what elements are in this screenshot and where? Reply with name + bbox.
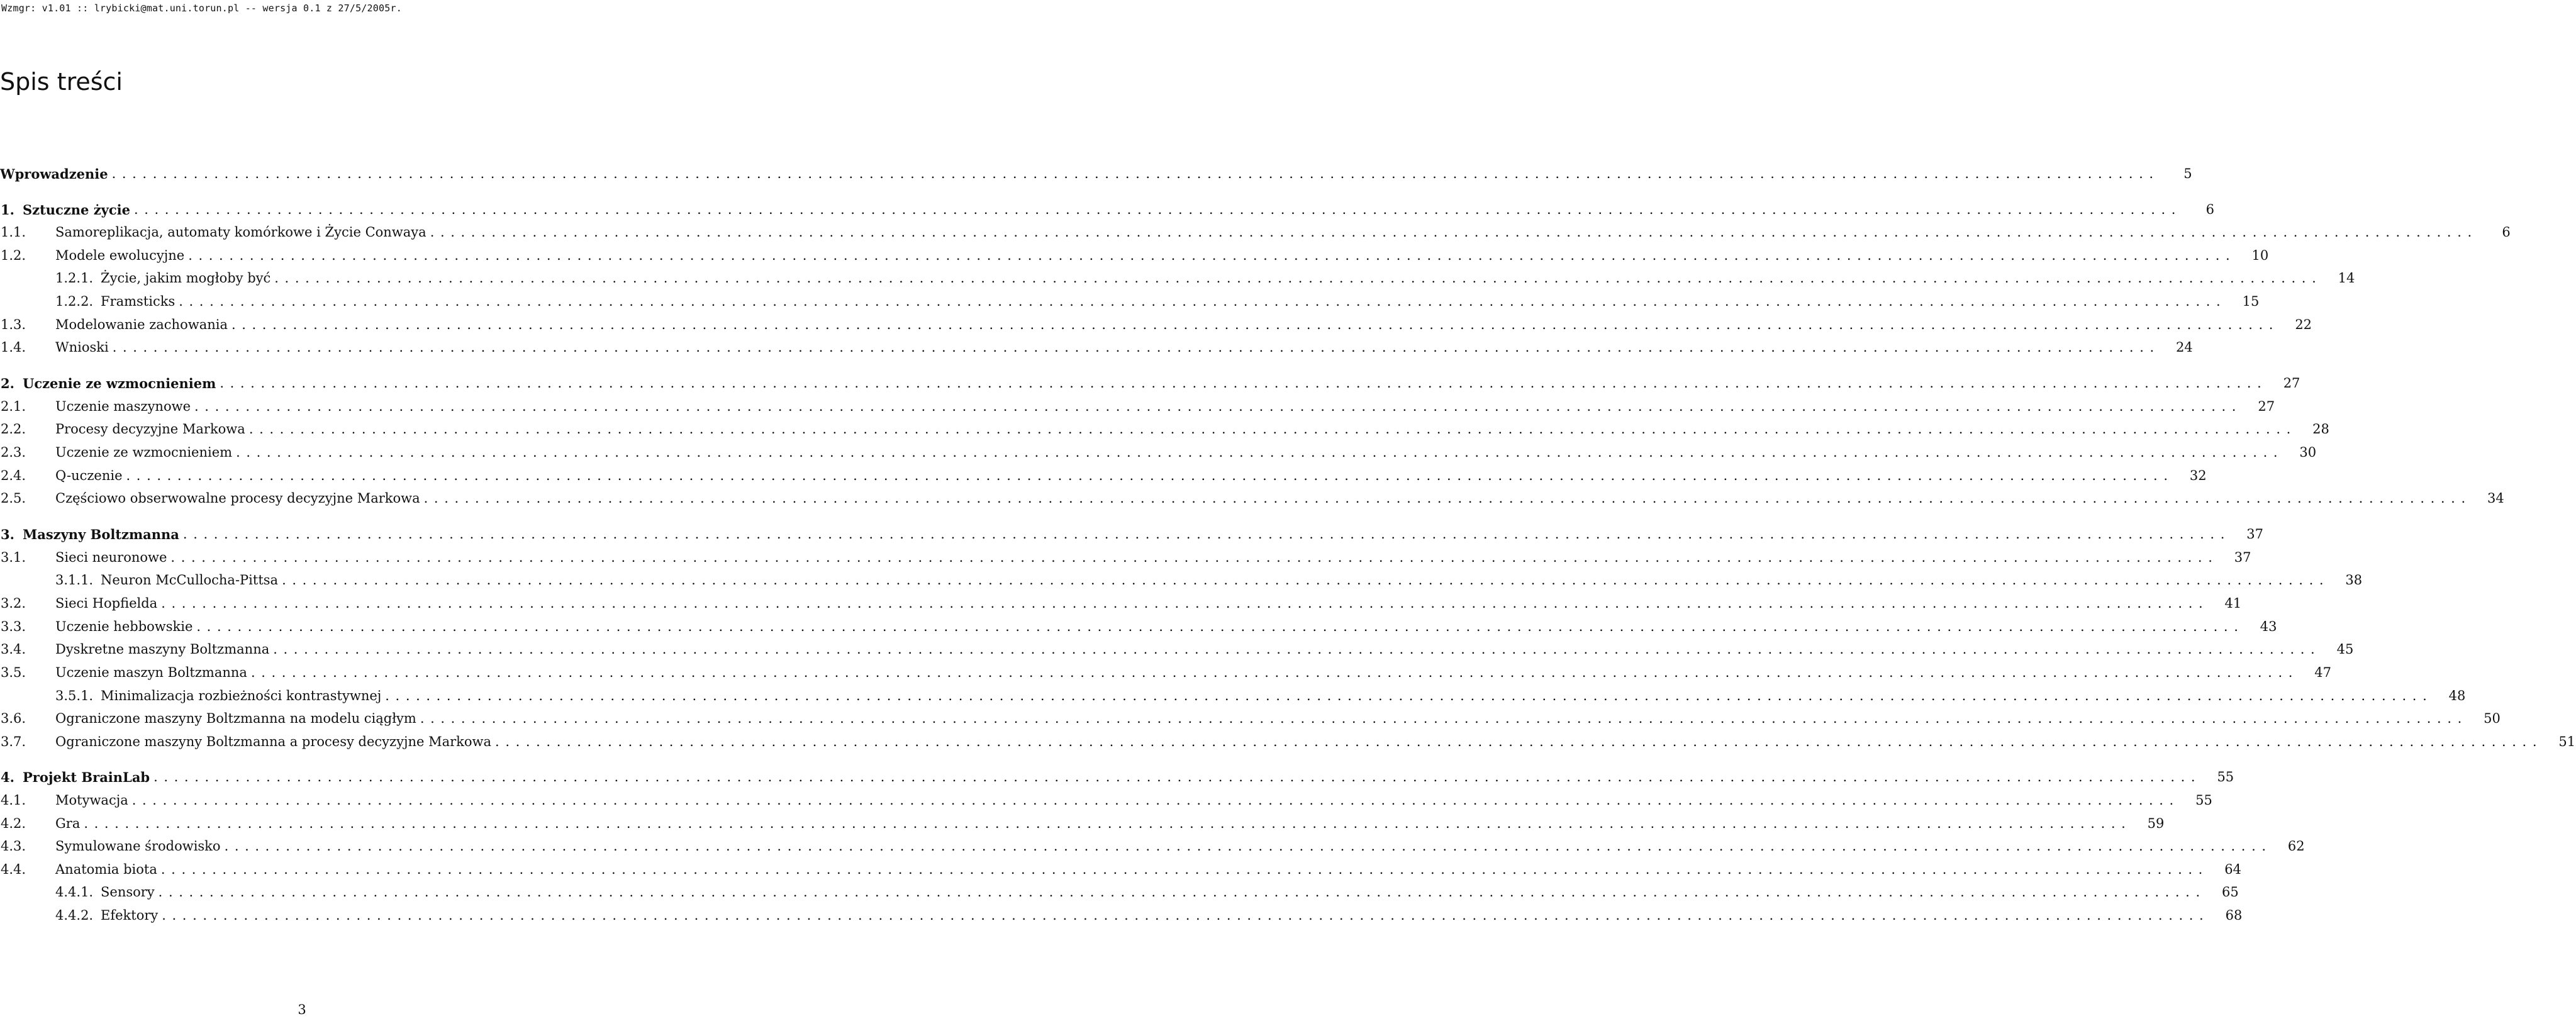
toc-entry-page: 34 [2487,491,2504,506]
toc-entry-title: Sensory [101,884,155,900]
toc-entry-number: 3.6. [1,711,26,726]
toc-dot-leader: ........................................................................................................................................................................................................ [196,619,2244,634]
toc-entry[interactable] [0,834,2305,859]
toc-entry[interactable] [0,440,2317,465]
toc-entry-page: 37 [2246,527,2263,542]
toc-entry-number: 3.3. [1,619,26,634]
toc-entry[interactable] [0,788,2212,813]
toc-entry-page: 59 [2147,816,2165,831]
toc-entry-title: Sieci neuronowe [55,550,167,565]
toc-entry-number: 1.4. [1,340,26,355]
toc-entry-number: 3.2. [1,596,26,611]
toc-entry-title: Życie, jakim mogłoby być [101,270,271,286]
toc-entry-page: 64 [2224,862,2241,877]
toc-entry[interactable] [0,729,2576,754]
toc-entry-number: 3.1.1. [55,572,94,588]
toc-entry[interactable] [0,857,2241,882]
toc-entry-number: 3. [1,526,14,542]
toc-entry-title: Sztuczne życie [23,201,130,218]
toc-entry-number: 2.5. [1,491,26,506]
toc-entry-title: Minimalizacja rozbieżności kontrastywnej [101,688,382,703]
toc-entry-page: 30 [2299,445,2317,460]
toc-entry-page: 47 [2314,665,2331,680]
toc-dot-leader: ........................................................................................................................................................................................................ [273,642,2321,657]
toc-entry-page: 51 [2558,734,2576,749]
toc-entry-number: 1.2. [1,248,26,263]
toc-dot-leader: ........................................................................................................................................................................................................ [188,248,2236,263]
toc-entry-page: 6 [2205,202,2215,217]
toc-dot-leader: ........................................................................................................................................................................................................ [194,399,2243,414]
toc-entry-title: Symulowane środowisko [55,839,221,854]
toc-entry-number: 1. [1,201,14,218]
toc-entry-page: 38 [2345,572,2363,588]
toc-dot-leader: ........................................................................................................................................................................................................ [162,908,2210,923]
toc-entry[interactable] [0,614,2277,639]
toc-entry-number: 3.5. [1,665,26,680]
toc-dot-leader: ........................................................................................................................................................................................................ [153,769,2202,784]
toc-entry-page: 10 [2251,248,2269,263]
toc-entry-title: Procesy decyzyjne Markowa [55,421,245,437]
toc-entry-title: Ograniczone maszyny Boltzmanna a procesy decyzyjne Markowa [55,734,492,749]
toc-dot-leader: ........................................................................................................................................................................................................ [182,527,2231,542]
toc-entry[interactable] [0,903,2243,928]
toc-entry[interactable] [0,289,2260,314]
toc-entry-page: 68 [2225,908,2243,923]
toc-entry[interactable] [0,197,2215,222]
toc-entry-number: 2.3. [1,445,26,460]
toc-entry-number: 2. [1,375,14,391]
toc-entry-number: 4. [1,769,14,785]
toc-dot-leader: ........................................................................................................................................................................................................ [274,270,2322,286]
toc-entry-title: Uczenie maszynowe [55,399,191,414]
document-header: Wzmgr: v1.01 :: lrybicki@mat.uni.torun.pl -- wersja 0.1 z 27/5/2005r. [1,3,402,14]
toc-dot-leader: ........................................................................................................................................................................................................ [111,166,2160,181]
toc-entry-number: 4.4. [1,862,26,877]
toc-entry[interactable] [0,220,2511,245]
toc-entry[interactable] [0,567,2363,593]
toc-entry-number: 3.4. [1,642,26,657]
toc-entry-title: Maszyny Boltzmanna [23,526,179,542]
toc-entry-title: Uczenie hebbowskie [55,619,193,634]
toc-entry-page: 6 [2502,225,2511,240]
toc-dot-leader: ........................................................................................................................................................................................................ [250,665,2299,680]
toc-dot-leader: ........................................................................................................................................................................................................ [224,839,2272,854]
toc-entry-title: Samoreplikacja, automaty komórkowe i Życie Conwaya [55,225,427,240]
toc-entry-page: 55 [2217,769,2234,784]
toc-entry-page: 62 [2287,839,2305,854]
toc-entry[interactable] [0,394,2275,419]
toc-dot-leader: ........................................................................................................................................................................................................ [133,202,2182,217]
toc-entry[interactable] [0,416,2329,442]
page-number: 3 [298,1002,306,1017]
toc-entry-number: 3.1. [1,550,26,565]
toc-entry-title: Modele ewolucyjne [55,248,185,263]
toc-entry-title: Dyskretne maszyny Boltzmanna [55,642,270,657]
toc-entry[interactable] [0,312,2312,337]
toc-entry[interactable] [0,637,2354,662]
toc-entry[interactable] [0,463,2207,488]
toc-entry-page: 37 [2234,550,2251,565]
toc-dot-leader: ........................................................................................................................................................................................................ [161,596,2209,611]
page-title: Spis treści [0,68,123,96]
toc-entry-number: 4.4.1. [55,884,94,900]
toc-dot-leader: ........................................................................................................................................................................................................ [112,340,2160,355]
toc-entry-title: Ograniczone maszyny Boltzmanna na modelu ciągłym [55,711,416,726]
toc-dot-leader: ........................................................................................................................................................................................................ [430,225,2478,240]
toc-dot-leader: ........................................................................................................................................................................................................ [495,734,2543,749]
toc-entry[interactable] [0,660,2331,685]
toc-entry-number: 4.1. [1,793,26,808]
toc-entry-page: 27 [2283,376,2300,391]
toc-dot-leader: ........................................................................................................................................................................................................ [84,816,2132,831]
toc-entry-number: 2.4. [1,468,26,483]
toc-entry-page: 5 [2183,166,2192,181]
toc-entry-number: 1.3. [1,317,26,332]
toc-dot-leader: ........................................................................................................................................................................................................ [160,862,2209,877]
toc-dot-leader: ........................................................................................................................................................................................................ [420,711,2468,726]
toc-dot-leader: ........................................................................................................................................................................................................ [248,421,2297,437]
toc-entry-title: Anatomia biota [55,862,157,877]
toc-dot-leader: ........................................................................................................................................................................................................ [423,491,2472,506]
toc-entry-title: Uczenie maszyn Boltzmanna [55,665,247,680]
toc-entry-title: Wnioski [55,340,109,355]
toc-dot-leader: ........................................................................................................................................................................................................ [179,294,2227,309]
toc-entry-number: 3.5.1. [55,688,94,703]
toc-dot-leader: ........................................................................................................................................................................................................ [220,376,2268,391]
toc-dot-leader: ........................................................................................................................................................................................................ [236,445,2284,460]
toc-entry-title: Neuron McCullocha-Pittsa [101,572,279,588]
toc-entry-page: 50 [2484,711,2501,726]
toc-entry-title: Projekt BrainLab [23,769,150,785]
toc-entry-page: 28 [2312,421,2329,437]
toc-entry[interactable] [0,764,2234,789]
toc-entry[interactable] [0,243,2269,268]
toc-entry[interactable] [0,371,2300,396]
toc-entry-number: 1.2.1. [55,270,94,286]
toc-entry-page: 65 [2222,884,2239,900]
toc-entry-title: Gra [55,816,81,831]
toc-dot-leader: ........................................................................................................................................................................................................ [231,317,2280,332]
toc-entry[interactable] [0,879,2239,905]
toc-entry-page: 45 [2336,642,2354,657]
toc-entry-title: Sieci Hopfielda [55,596,158,611]
toc-entry-number: 2.2. [1,421,26,437]
toc-entry-number: 3.7. [1,734,26,749]
toc-entry-title: Motywacja [55,793,128,808]
toc-entry[interactable] [0,811,2165,836]
toc-entry-title: Efektory [101,908,159,923]
toc-entry[interactable] [0,486,2504,511]
toc-dot-leader: ........................................................................................................................................................................................................ [385,688,2433,703]
toc-entry-title: Modelowanie zachowania [55,317,228,332]
toc-entry[interactable] [0,265,2355,291]
toc-entry-page: 55 [2195,793,2212,808]
toc-entry-page: 22 [2295,317,2312,332]
toc-entry-title: Uczenie ze wzmocnieniem [23,375,216,391]
toc-entry-page: 24 [2176,340,2193,355]
toc-entry-page: 32 [2189,468,2207,483]
toc-entry-title: Framsticks [101,294,176,309]
toc-entry-number: 1.1. [1,225,26,240]
toc-dot-leader: ........................................................................................................................................................................................................ [158,884,2206,900]
toc-entry-page: 48 [2448,688,2466,703]
toc-entry-number: 1.2.2. [55,294,94,309]
toc-dot-leader: ........................................................................................................................................................................................................ [170,550,2219,565]
toc-entry[interactable] [0,591,2242,616]
toc-entry-page: 41 [2224,596,2242,611]
toc-entry-page: 27 [2258,399,2275,414]
toc-entry[interactable] [0,683,2466,708]
toc-entry-title: Uczenie ze wzmocnieniem [55,445,233,460]
toc-dot-leader: ........................................................................................................................................................................................................ [126,468,2174,483]
toc-entry[interactable] [0,706,2501,731]
toc-dot-leader: ........................................................................................................................................................................................................ [282,572,2330,588]
toc-entry[interactable] [0,335,2193,360]
toc-entry[interactable] [0,545,2251,570]
toc-entry-title: Wprowadzenie [0,165,108,182]
toc-entry-number: 4.3. [1,839,26,854]
toc-entry-title: Częściowo obserwowalne procesy decyzyjne Markowa [55,491,420,506]
toc-entry-page: 15 [2242,294,2260,309]
toc-entry[interactable] [0,161,2192,186]
toc-entry-title: Q-uczenie [55,468,123,483]
toc-entry-page: 14 [2338,270,2355,286]
toc-entry-page: 43 [2260,619,2277,634]
toc-dot-leader: ........................................................................................................................................................................................................ [131,793,2180,808]
toc-entry-number: 2.1. [1,399,26,414]
toc-entry-number: 4.4.2. [55,908,94,923]
toc-entry[interactable] [0,521,2263,547]
toc-entry-number: 4.2. [1,816,26,831]
